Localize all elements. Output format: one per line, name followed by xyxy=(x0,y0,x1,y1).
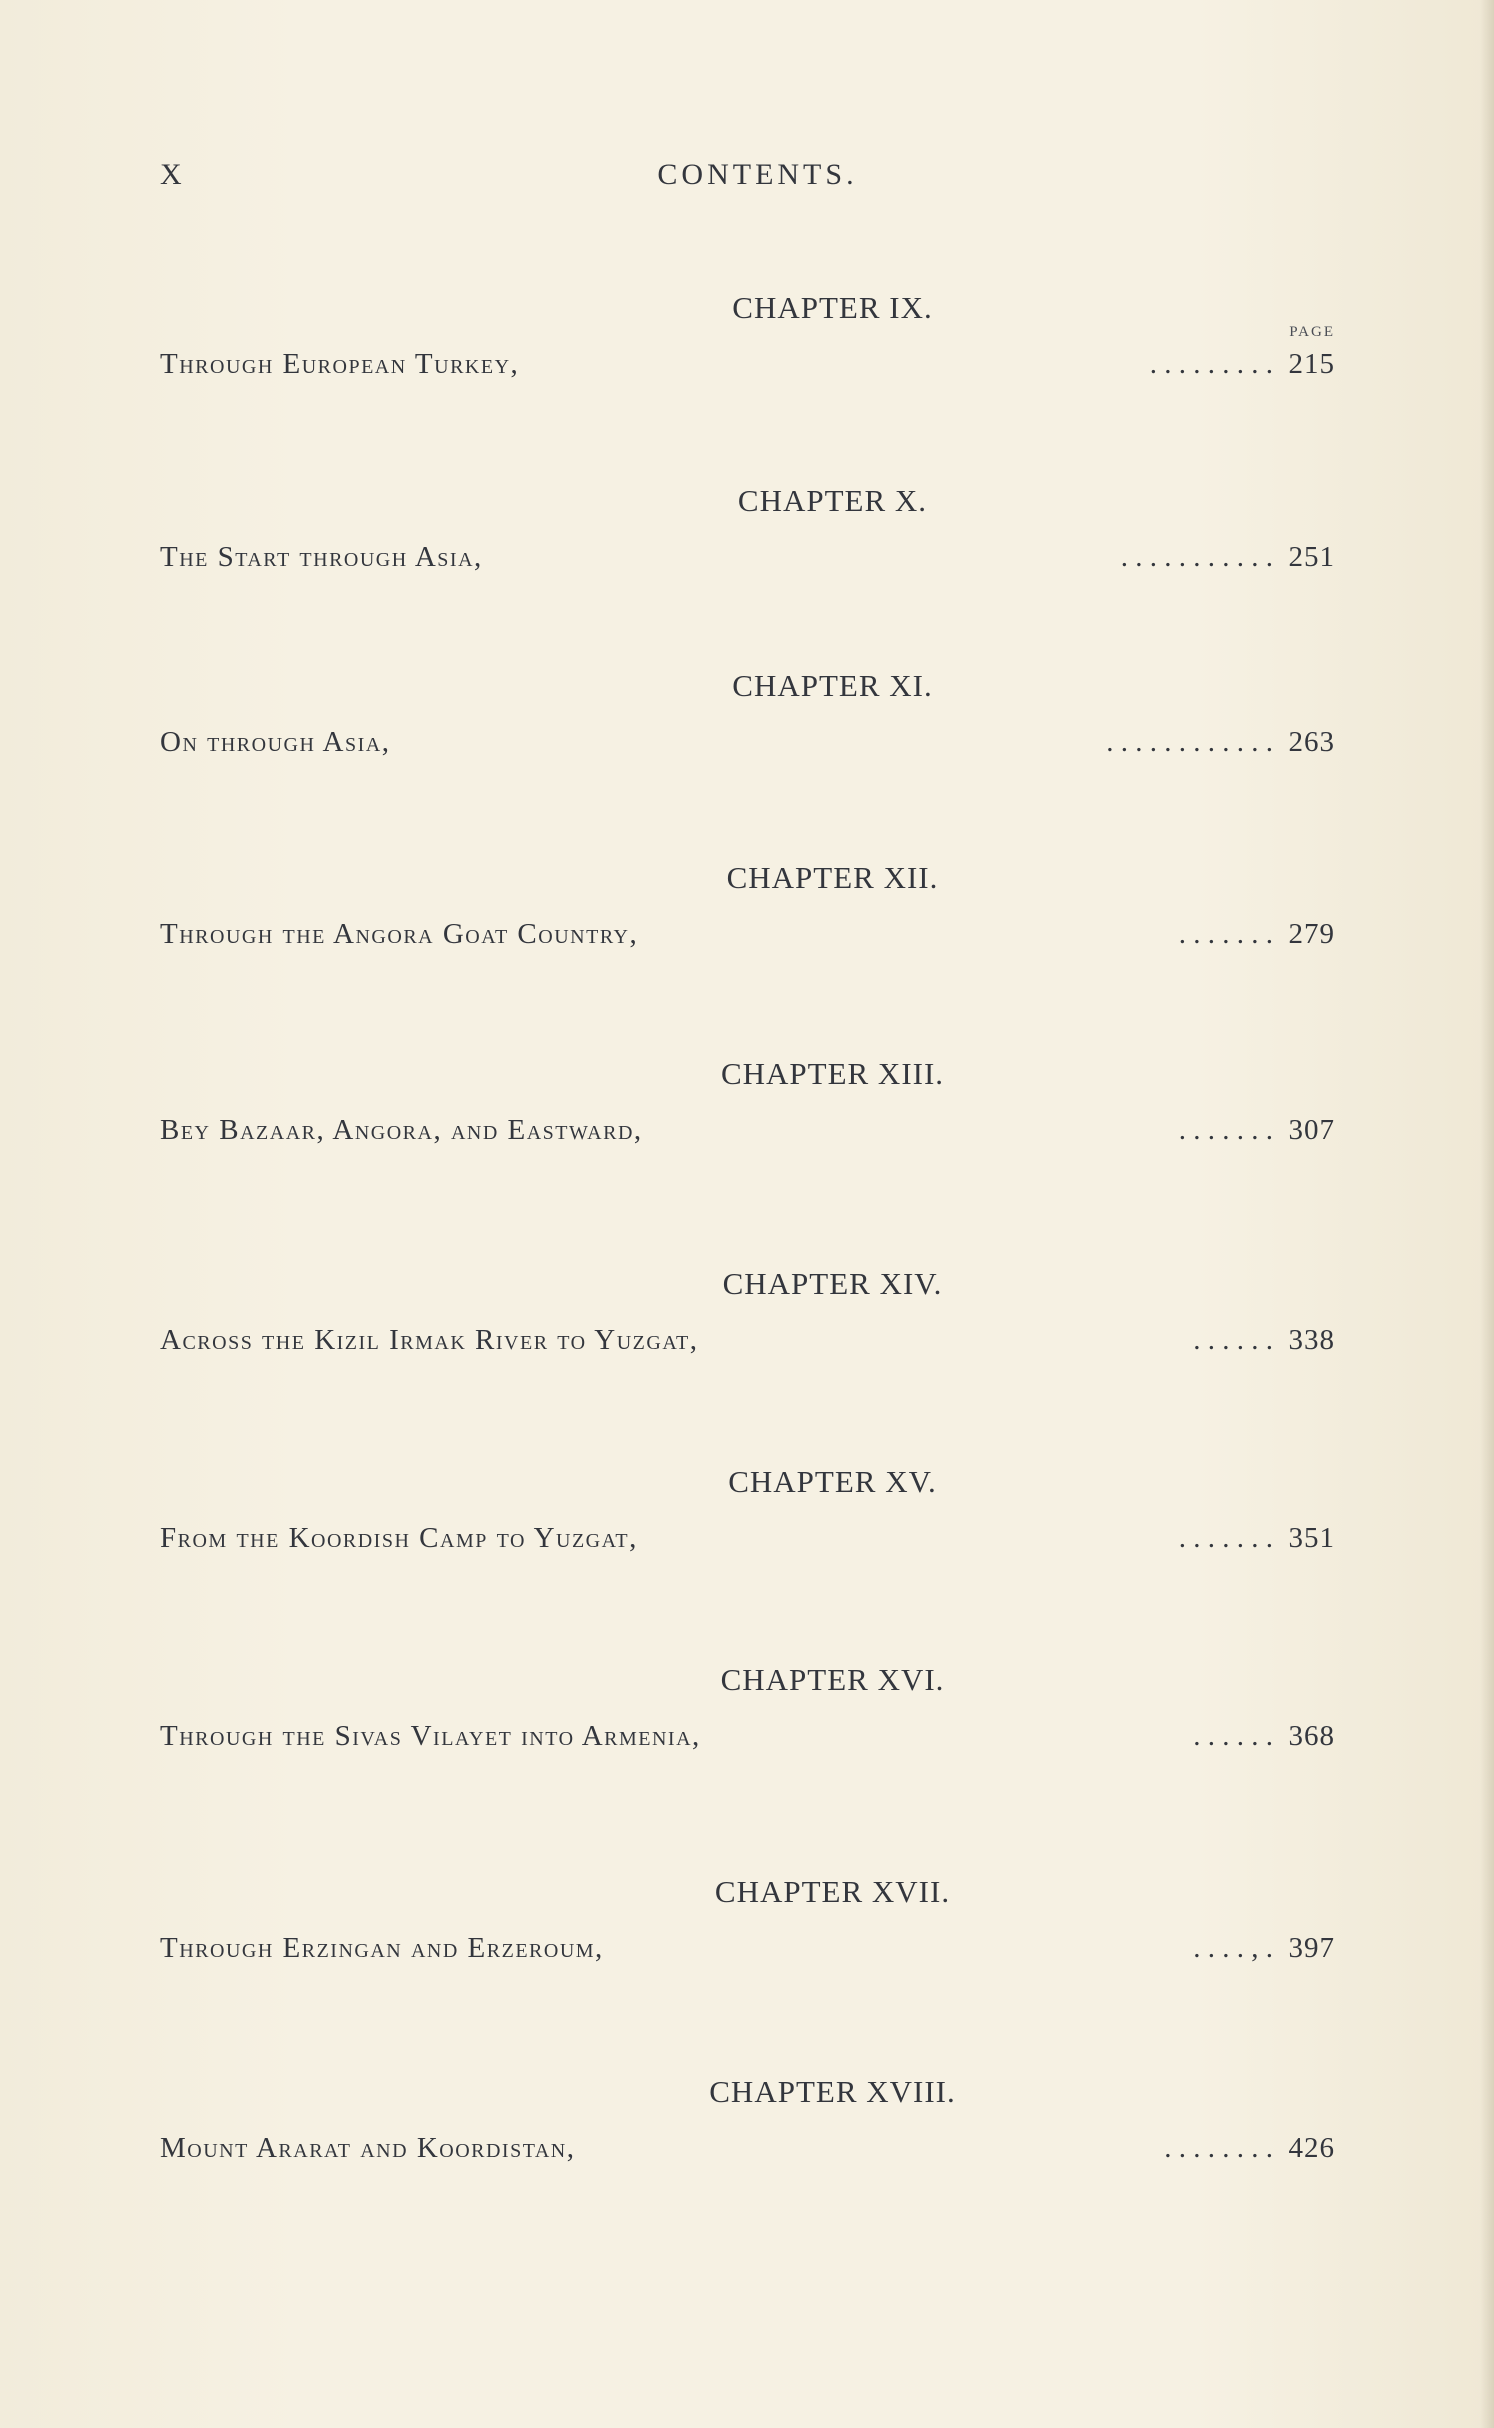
chapter-heading: CHAPTER XIII. xyxy=(720,1056,945,1091)
page-number: 426 xyxy=(1288,2132,1335,2164)
toc-line xyxy=(160,1932,1335,1972)
chapter-title: Mount Ararat and Koordistan, xyxy=(160,2132,576,2164)
toc-entry xyxy=(160,1464,1335,1574)
page-number: 279 xyxy=(1288,918,1335,950)
page-number: 307 xyxy=(1288,1114,1335,1146)
chapter-heading: CHAPTER XIV. xyxy=(722,1266,943,1301)
toc-entry xyxy=(160,860,1335,970)
page-number: 215 xyxy=(1288,348,1335,380)
toc-entry xyxy=(160,483,1335,593)
chapter-title: From the Koordish Camp to Yuzgat, xyxy=(160,1522,638,1554)
dot-leader: . . . . . . . xyxy=(1178,1522,1273,1554)
dot-leader: . . . . . . . . . . . . xyxy=(1106,726,1273,758)
chapter-title: Across the Kizil Irmak River to Yuzgat, xyxy=(160,1324,699,1356)
toc-line xyxy=(160,1324,1335,1364)
chapter-title: On through Asia, xyxy=(160,726,391,758)
toc-line xyxy=(160,541,1335,581)
chapter-title: The Start through Asia, xyxy=(160,541,483,573)
dot-leader: . . . . , . xyxy=(1193,1932,1273,1964)
toc-line xyxy=(160,1114,1335,1154)
toc-line xyxy=(160,918,1335,958)
toc-entry xyxy=(160,1874,1335,1984)
chapter-heading: CHAPTER X. xyxy=(737,483,928,518)
chapter-title: Through European Turkey, xyxy=(160,348,520,380)
page-number: 263 xyxy=(1288,726,1335,758)
page-column-label: PAGE xyxy=(1289,324,1335,340)
chapter-title: Through the Sivas Vilayet into Armenia, xyxy=(160,1720,701,1752)
toc-line xyxy=(160,2132,1335,2172)
page-edge-shadow xyxy=(1480,0,1494,2428)
page-folio: X xyxy=(160,158,183,191)
chapter-heading: CHAPTER XVIII. xyxy=(709,2074,956,2109)
toc-line xyxy=(160,1720,1335,1760)
dot-leader: . . . . . . xyxy=(1193,1720,1273,1752)
chapter-heading: CHAPTER XVI. xyxy=(720,1662,945,1697)
dot-leader: . . . . . . . . . . . xyxy=(1120,541,1273,573)
chapter-heading: CHAPTER XII. xyxy=(726,860,939,895)
toc-entry xyxy=(160,1056,1335,1166)
toc-entry xyxy=(160,290,1335,400)
toc-entry xyxy=(160,1266,1335,1376)
page-number: 368 xyxy=(1288,1720,1335,1752)
toc-entry xyxy=(160,668,1335,778)
dot-leader: . . . . . . . . xyxy=(1164,2132,1273,2164)
chapter-title: Bey Bazaar, Angora, and Eastward, xyxy=(160,1114,643,1146)
toc-line xyxy=(160,348,1335,388)
toc-line xyxy=(160,1522,1335,1562)
running-title: CONTENTS. xyxy=(657,158,858,191)
toc-entry xyxy=(160,1662,1335,1772)
dot-leader: . . . . . . . xyxy=(1178,918,1273,950)
page-number: 251 xyxy=(1288,541,1335,573)
dot-leader: . . . . . . . . . xyxy=(1149,348,1273,380)
dot-leader: . . . . . . xyxy=(1193,1324,1273,1356)
chapter-title: Through the Angora Goat Country, xyxy=(160,918,639,950)
chapter-heading: CHAPTER IX. xyxy=(732,290,933,325)
chapter-heading: CHAPTER XVII. xyxy=(714,1874,951,1909)
chapter-title: Through Erzingan and Erzeroum, xyxy=(160,1932,604,1964)
toc-line xyxy=(160,726,1335,766)
toc-entry xyxy=(160,2074,1335,2184)
running-header xyxy=(160,158,1335,198)
page-number: 351 xyxy=(1288,1522,1335,1554)
chapter-heading: CHAPTER XI. xyxy=(732,668,933,703)
dot-leader: . . . . . . . xyxy=(1178,1114,1273,1146)
chapter-heading: CHAPTER XV. xyxy=(728,1464,937,1499)
page-number: 338 xyxy=(1288,1324,1335,1356)
page-number: 397 xyxy=(1288,1932,1335,1964)
